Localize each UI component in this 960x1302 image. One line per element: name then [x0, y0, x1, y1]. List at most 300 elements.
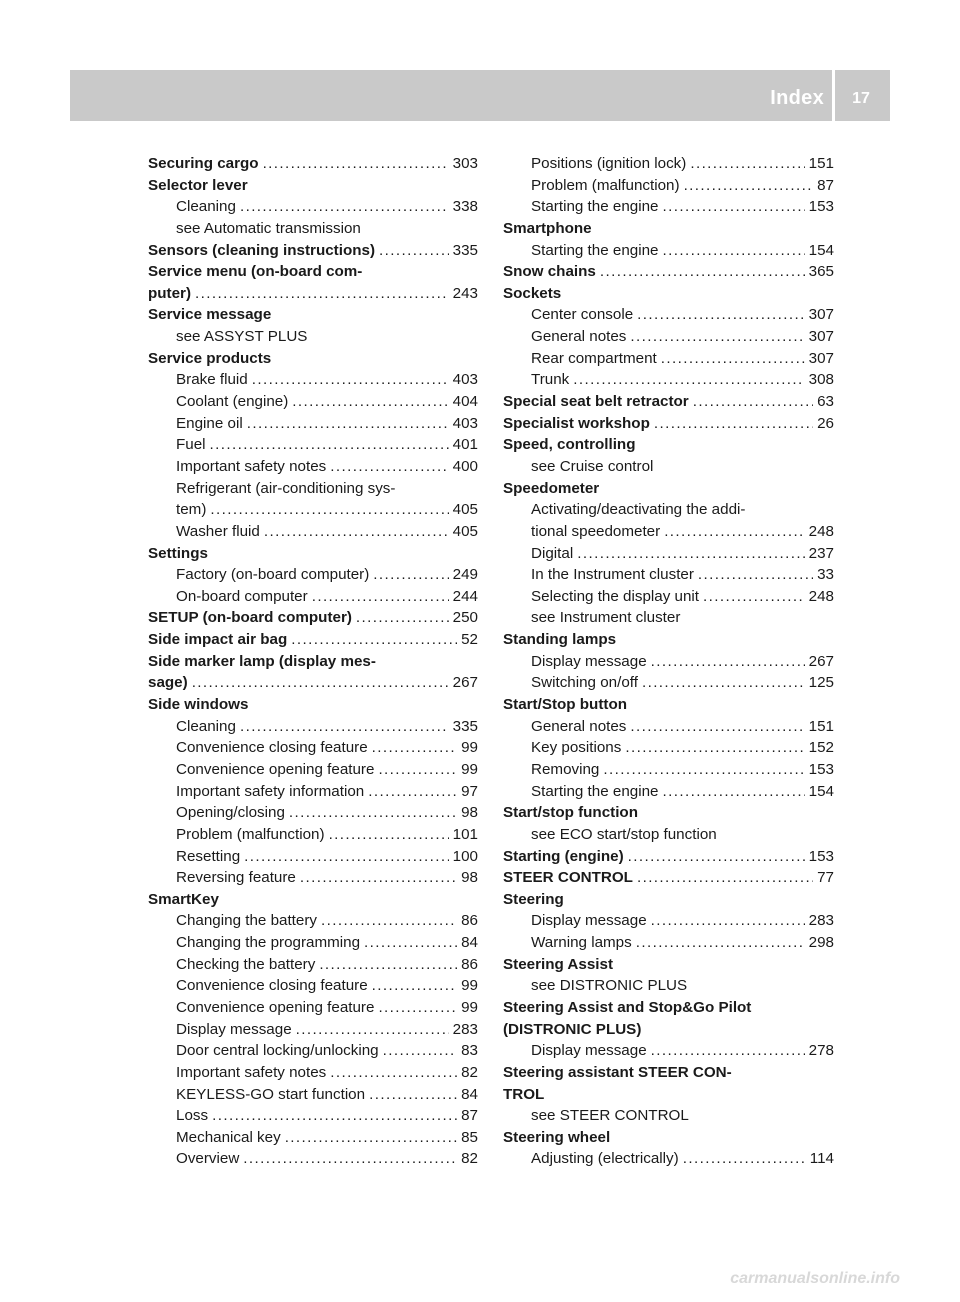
index-entry [503, 889, 834, 911]
dot-leader [663, 781, 805, 803]
entry-text: SmartKey [148, 890, 219, 908]
dot-leader [243, 1148, 457, 1170]
entry-text: Adjusting (electrically) [531, 1150, 679, 1168]
entry-text: Mechanical key [176, 1128, 281, 1146]
index-entry [148, 889, 478, 911]
index-subentry [503, 910, 834, 932]
dot-leader [378, 997, 457, 1019]
entry-text: tional speedometer [531, 522, 661, 540]
index-entry [148, 672, 478, 694]
page-ref: 401 [452, 436, 478, 454]
index-entry [503, 478, 834, 500]
index-subentry [148, 824, 478, 846]
index-entry [503, 867, 834, 889]
entry-text: Fuel [176, 436, 206, 454]
entry-text: Specialist workshop [503, 414, 650, 432]
entry-text: In the Instrument cluster [531, 566, 694, 584]
entry-text: Speedometer [503, 479, 600, 497]
entry-text: Steering Assist [503, 955, 614, 973]
index-subentry [503, 348, 834, 370]
page-ref: 151 [808, 155, 834, 172]
entry-text: Standing lamps [503, 631, 617, 649]
entry-text: Rear compartment [531, 349, 657, 367]
entry-text: Starting the engine [531, 241, 659, 259]
page-ref: 365 [808, 263, 834, 281]
dot-leader [372, 975, 457, 997]
index-subentry [503, 737, 834, 759]
index-subentry [503, 175, 834, 197]
page-ref: 85 [461, 1128, 478, 1146]
index-subentry [148, 910, 478, 932]
index-subentry [503, 932, 834, 954]
page-ref: 303 [452, 155, 478, 172]
index-subentry [148, 564, 478, 586]
entry-text: Sockets [503, 284, 562, 302]
index-subentry [503, 586, 834, 608]
page-ref: 86 [461, 955, 478, 973]
page-ref: 98 [461, 869, 478, 887]
page-ref: 84 [461, 1085, 478, 1103]
entry-text: Problem (malfunction) [531, 176, 680, 194]
page-ref: 267 [808, 652, 834, 670]
entry-text: Display message [531, 1042, 647, 1060]
page-ref: 26 [817, 414, 834, 432]
entry-text: Special seat belt retractor [503, 393, 689, 411]
index-subentry [148, 1040, 478, 1062]
entry-text: see DISTRONIC PLUS [531, 977, 688, 995]
entry-text: Smartphone [503, 219, 592, 237]
entry-text: see ECO start/stop function [531, 825, 717, 843]
index-entry [148, 261, 478, 283]
entry-text: Convenience opening feature [176, 998, 375, 1016]
entry-text: Checking the battery [176, 955, 316, 973]
index-subentry [148, 975, 478, 997]
entry-text: Switching on/off [531, 674, 638, 692]
index-subentry [148, 434, 478, 456]
entry-text: Side impact air bag [148, 631, 288, 649]
dot-leader [319, 954, 457, 976]
entry-text: Problem (malfunction) [176, 825, 325, 843]
entry-text: Door central locking/unlocking [176, 1042, 379, 1060]
page-ref: 87 [461, 1107, 478, 1125]
page-ref: 403 [452, 371, 478, 389]
index-subentry [148, 1019, 478, 1041]
entry-text: Changing the programming [176, 934, 361, 952]
dot-leader [664, 521, 804, 543]
entry-text: Refrigerant (air-conditioning sys- [176, 479, 396, 497]
entry-text: General notes [531, 328, 627, 346]
dot-leader [683, 1148, 806, 1170]
dot-leader [703, 586, 805, 608]
index-subentry [503, 326, 834, 348]
dot-leader [642, 672, 805, 694]
entry-text: see Cruise control [531, 457, 654, 475]
index-entry [148, 175, 478, 197]
index-entry [503, 261, 834, 283]
page-ref: 82 [461, 1150, 478, 1168]
index-subentry [148, 413, 478, 435]
dot-leader [600, 261, 805, 283]
entry-text: Opening/closing [176, 804, 285, 822]
entry-text: Coolant (engine) [176, 393, 289, 411]
dot-leader [356, 607, 449, 629]
index-subentry [148, 759, 478, 781]
dot-leader [289, 802, 457, 824]
dot-leader [252, 369, 449, 391]
page-ref: 97 [461, 782, 478, 800]
entry-text: Important safety notes [176, 457, 327, 475]
index-subentry [503, 456, 834, 478]
page-ref: 154 [808, 782, 834, 800]
entry-text: Sensors (cleaning instructions) [148, 241, 376, 259]
index-subentry [148, 391, 478, 413]
index-subentry [148, 369, 478, 391]
entry-text: Side windows [148, 696, 249, 714]
entry-text: Important safety notes [176, 1063, 327, 1081]
entry-text: Snow chains [503, 263, 596, 281]
dot-leader [210, 434, 449, 456]
dot-leader [379, 240, 449, 262]
dot-leader [651, 910, 805, 932]
index-entry [503, 694, 834, 716]
index-subentry [148, 521, 478, 543]
index-subentry [148, 846, 478, 868]
dot-leader [630, 326, 804, 348]
entry-text: Steering assistant STEER CON- [503, 1063, 732, 1081]
index-subentry [148, 196, 478, 218]
dot-leader [663, 240, 805, 262]
index-entry [503, 1084, 834, 1106]
page-ref: 338 [452, 198, 478, 216]
index-subentry [503, 543, 834, 565]
entry-text: Display message [531, 912, 647, 930]
index-subentry [503, 304, 834, 326]
index-subentry [148, 586, 478, 608]
section-title: Index [770, 87, 824, 109]
entry-text: Factory (on-board computer) [176, 566, 370, 584]
dot-leader [240, 196, 449, 218]
dot-leader [577, 543, 804, 565]
dot-leader [369, 1084, 457, 1106]
index-subentry [503, 1148, 834, 1170]
page-ref: 307 [808, 306, 834, 324]
page-ref: 152 [808, 739, 834, 757]
page-ref: 298 [808, 934, 834, 952]
entry-text: Engine oil [176, 414, 243, 432]
index-subentry [503, 781, 834, 803]
entry-text: Convenience closing feature [176, 977, 368, 995]
dot-leader [625, 737, 804, 759]
entry-text: Trunk [531, 371, 570, 389]
dot-leader [630, 716, 804, 738]
dot-leader [285, 1127, 457, 1149]
index-entry [148, 283, 478, 305]
index-subentry [503, 1040, 834, 1062]
dot-leader [192, 672, 449, 694]
entry-text: STEER CONTROL [503, 869, 633, 887]
entry-text: Selecting the display unit [531, 587, 700, 605]
entry-text: Washer fluid [176, 522, 260, 540]
dot-leader [244, 846, 448, 868]
index-column-right [503, 153, 834, 1170]
dot-leader [368, 781, 457, 803]
page-ref: 283 [808, 912, 834, 930]
page-ref: 63 [817, 393, 834, 411]
entry-text: Reversing feature [176, 869, 296, 887]
entry-text: see STEER CONTROL [531, 1107, 689, 1125]
index-subentry [148, 737, 478, 759]
dot-leader [383, 1040, 457, 1062]
index-subentry [148, 781, 478, 803]
entry-text: Side marker lamp (display mes- [148, 652, 376, 670]
entry-text: sage) [148, 674, 188, 692]
dot-leader [330, 1062, 457, 1084]
dot-leader [263, 153, 449, 175]
entry-text: see Instrument cluster [531, 609, 681, 627]
index-subentry [148, 326, 478, 348]
page-ref: 307 [808, 328, 834, 346]
page-ref: 154 [808, 241, 834, 259]
dot-leader [603, 759, 804, 781]
entry-text: (DISTRONIC PLUS) [503, 1020, 642, 1038]
index-subentry [503, 564, 834, 586]
entry-text: Starting the engine [531, 198, 659, 216]
page-ref: 125 [808, 674, 834, 692]
page-ref: 248 [808, 522, 834, 540]
dot-leader [628, 846, 805, 868]
page-ref: 151 [808, 717, 834, 735]
index-subentry [148, 1127, 478, 1149]
index-subentry [503, 672, 834, 694]
dot-leader [329, 824, 449, 846]
dot-leader [573, 369, 804, 391]
page-ref: 243 [452, 284, 478, 302]
index-entry [503, 413, 834, 435]
index-subentry [503, 369, 834, 391]
entry-text: Securing cargo [148, 155, 259, 172]
entry-text: Settings [148, 544, 208, 562]
page-ref: 52 [461, 631, 478, 649]
index-subentry [503, 759, 834, 781]
dot-leader [292, 391, 448, 413]
entry-text: Removing [531, 760, 600, 778]
page-ref: 99 [461, 739, 478, 757]
entry-text: Steering wheel [503, 1128, 611, 1146]
page-ref: 84 [461, 934, 478, 952]
entry-text: see Automatic transmission [176, 219, 361, 237]
entry-text: Start/stop function [503, 804, 638, 822]
page-ref: 98 [461, 804, 478, 822]
index-subentry [503, 824, 834, 846]
page-ref: 250 [452, 609, 478, 627]
index-entry [503, 434, 834, 456]
page-ref: 404 [452, 393, 478, 411]
index-subentry [503, 196, 834, 218]
page-ref: 335 [452, 717, 478, 735]
dot-leader [312, 586, 449, 608]
entry-text: Start/Stop button [503, 696, 628, 714]
index-subentry [148, 716, 478, 738]
index-subentry [148, 1062, 478, 1084]
dot-leader [663, 196, 805, 218]
entry-text: Digital [531, 544, 574, 562]
index-subentry [148, 932, 478, 954]
entry-text: Selector lever [148, 176, 248, 194]
page-ref: 100 [452, 847, 478, 865]
dot-leader [321, 910, 457, 932]
entry-text: see ASSYST PLUS [176, 328, 308, 346]
page-ref: 83 [461, 1042, 478, 1060]
entry-text: Important safety information [176, 782, 365, 800]
dot-leader [373, 564, 448, 586]
dot-leader [698, 564, 813, 586]
index-subentry [148, 218, 478, 240]
page-ref: 87 [817, 176, 834, 194]
index-subentry [503, 651, 834, 673]
dot-leader [195, 283, 449, 305]
page-ref: 153 [808, 198, 834, 216]
watermark: carmanualsonline.info [730, 1270, 900, 1287]
entry-text: SETUP (on-board computer) [148, 609, 352, 627]
page-ref: 86 [461, 912, 478, 930]
dot-leader [296, 1019, 449, 1041]
dot-leader [240, 716, 449, 738]
entry-text: Cleaning [176, 198, 236, 216]
entry-text: Convenience opening feature [176, 760, 375, 778]
entry-text: puter) [148, 284, 192, 302]
entry-text: Convenience closing feature [176, 739, 368, 757]
index-subentry [148, 456, 478, 478]
page-ref: 278 [808, 1042, 834, 1060]
header-divider [832, 70, 835, 121]
entry-text: General notes [531, 717, 627, 735]
index-entry [148, 348, 478, 370]
index-subentry [148, 954, 478, 976]
page-number: 17 [852, 90, 870, 107]
page-ref: 335 [452, 241, 478, 259]
index-entry [148, 607, 478, 629]
entry-text: Steering [503, 890, 564, 908]
dot-leader [651, 1040, 805, 1062]
entry-text: On-board computer [176, 587, 308, 605]
index-subentry [148, 1084, 478, 1106]
index-subentry [148, 802, 478, 824]
page-ref: 283 [452, 1020, 478, 1038]
page-ref: 267 [452, 674, 478, 692]
index-entry [503, 802, 834, 824]
index-subentry [148, 997, 478, 1019]
index-subentry [503, 716, 834, 738]
entry-text: Service products [148, 349, 272, 367]
page-ref: 153 [808, 760, 834, 778]
index-subentry [148, 478, 478, 500]
entry-text: Cleaning [176, 717, 236, 735]
dot-leader [637, 304, 805, 326]
dot-leader [637, 867, 813, 889]
entry-text: Speed, controlling [503, 436, 636, 454]
index-subentry [503, 240, 834, 262]
page-ref: 77 [817, 869, 834, 887]
dot-leader [684, 175, 814, 197]
entry-text: tem) [176, 501, 207, 519]
page-ref: 248 [808, 587, 834, 605]
dot-leader [690, 153, 804, 175]
page-ref: 400 [452, 457, 478, 475]
dot-leader [654, 413, 813, 435]
page-ref: 405 [452, 501, 478, 519]
index-subentry [148, 867, 478, 889]
dot-leader [291, 629, 457, 651]
page-ref: 99 [461, 998, 478, 1016]
entry-text: Display message [176, 1020, 292, 1038]
index-entry [503, 1062, 834, 1084]
index-entry [503, 218, 834, 240]
dot-leader [300, 867, 457, 889]
index-entry [148, 153, 478, 175]
index-subentry [148, 1148, 478, 1170]
entry-text: Service message [148, 306, 272, 324]
index-subentry [503, 153, 834, 175]
entry-text: TROL [503, 1085, 545, 1103]
entry-text: Loss [176, 1107, 209, 1125]
page-ref: 99 [461, 977, 478, 995]
index-subentry [503, 975, 834, 997]
dot-leader [247, 413, 449, 435]
page-ref: 33 [817, 566, 834, 584]
index-entry [503, 997, 834, 1019]
index-subentry [148, 1105, 478, 1127]
page-ref: 99 [461, 760, 478, 778]
index-subentry [503, 521, 834, 543]
index-subentry [503, 607, 834, 629]
page-ref: 153 [808, 847, 834, 865]
entry-text: Positions (ignition lock) [531, 155, 687, 172]
index-entry [503, 283, 834, 305]
page-ref: 237 [808, 544, 834, 562]
index-entry [503, 1127, 834, 1149]
index-entry [503, 391, 834, 413]
index-entry [148, 651, 478, 673]
dot-leader [661, 348, 805, 370]
entry-text: Service menu (on-board com- [148, 263, 363, 281]
index-subentry [503, 1105, 834, 1127]
index-entry [503, 954, 834, 976]
page-ref: 308 [808, 371, 834, 389]
entry-text: Warning lamps [531, 934, 632, 952]
entry-text: Activating/deactivating the addi- [531, 501, 746, 519]
index-entry [148, 543, 478, 565]
entry-text: Resetting [176, 847, 241, 865]
entry-text: KEYLESS-GO start function [176, 1085, 366, 1103]
entry-text: Changing the battery [176, 912, 318, 930]
entry-text: Center console [531, 306, 634, 324]
dot-leader [378, 759, 457, 781]
dot-leader [264, 521, 449, 543]
dot-leader [212, 1105, 457, 1127]
dot-leader [210, 499, 448, 521]
entry-text: Display message [531, 652, 647, 670]
entry-text: Overview [176, 1150, 240, 1168]
index-subentry [503, 499, 834, 521]
index-entry [503, 846, 834, 868]
entry-text: Steering Assist and Stop&Go Pilot [503, 998, 752, 1016]
page-ref: 403 [452, 414, 478, 432]
index-entry [148, 240, 478, 262]
entry-text: Brake fluid [176, 371, 248, 389]
dot-leader [636, 932, 805, 954]
index-entry [503, 1019, 834, 1041]
page-ref: 114 [809, 1150, 834, 1168]
